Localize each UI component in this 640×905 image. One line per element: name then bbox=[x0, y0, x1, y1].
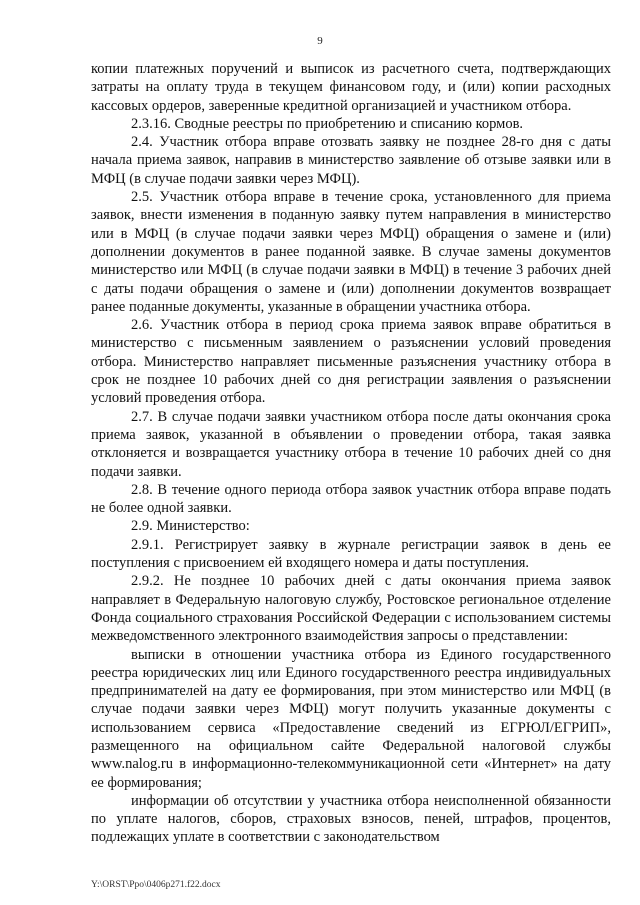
paragraph-2-7: 2.7. В случае подачи заявки участником отбора после даты окончания срока приема заявок, указанной в объявлении о проведении отбора, такая заявка отклоняется и возвращается участнику отбора в течение 10 рабочих дней со дня подачи заявки. bbox=[91, 408, 611, 480]
paragraph-egrul-extract: выписки в отношении участника отбора из Единого государственного реестра юридических лиц или Единого государственного реестра индивидуальных предпринимателей на дату ее формирования, при этом министерство или МФЦ (в случае подачи заявки через МФЦ) могут получить указанные документы с использованием сервиса «Предоставление сведений из ЕГРЮЛ/ЕГРИП», размещенного на официальном сайте Федеральной налоговой службы www.nalog.ru в информационно-телекоммуникационной сети «Интернет» на дату ее формирования; bbox=[91, 646, 611, 791]
paragraph-2-3-16: 2.3.16. Сводные реестры по приобретению и списанию кормов. bbox=[131, 115, 524, 132]
paragraph-2-6: 2.6. Участник отбора в период срока приема заявок вправе обратиться в министерство с письменным заявлением о разъяснении условий проведения отбора. Министерство направляет письменные разъяснения участнику отбора в срок не позднее 10 рабочих дней со дня регистрации заявления о разъяснении условий проведения отбора. bbox=[91, 317, 611, 407]
page-number: 9 bbox=[317, 35, 323, 47]
paragraph-2-9-1: 2.9.1. Регистрирует заявку в журнале регистрации заявок в день ее поступления с присвоением ей входящего номера и даты поступления. bbox=[91, 536, 611, 572]
paragraph-2-4: 2.4. Участник отбора вправе отозвать заявку не позднее 28-го дня с даты начала приема заявок, направив в министерство заявление об отзыве заявки или в МФЦ (в случае подачи заявки через МФЦ). bbox=[91, 134, 611, 187]
paragraph-2-5: 2.5. Участник отбора вправе в течение срока, установленного для приема заявок, внести изменения в поданную заявку путем направления в министерство или в МФЦ (в случае подачи заявки через МФЦ) обращения о замене и (или) дополнении документов в ранее поданной заявке. В случае замены документов министерство или МФЦ (в случае подачи заявки в МФЦ) в течение 3 рабочих дней с даты подачи обращения о замене и (или) дополнении документов возвращает ранее поданные документы, указанные в обращении участника отбора. bbox=[91, 189, 611, 315]
footer-file-path: Y:\ORST\Ppo\0406p271.f22.docx bbox=[91, 880, 221, 890]
paragraph-2-8: 2.8. В течение одного периода отбора заявок участник отбора вправе подать не более одной заявки. bbox=[91, 481, 611, 517]
paragraph-2-9: 2.9. Министерство: bbox=[131, 518, 250, 535]
document-body bbox=[91, 60, 611, 847]
paragraph-2-9-2: 2.9.2. Не позднее 10 рабочих дней с даты окончания приема заявок направляет в Федеральную налоговую службу, Ростовское региональное отделение Фонда социального страхования Российской Федерации с использованием системы межведомственного электронного взаимодействия запросы о представлении: bbox=[91, 573, 611, 645]
paragraph-continuation: копии платежных поручений и выписок из расчетного счета, подтверждающих затраты на оплату труда в текущем финансовом году, и (или) копии расходных кассовых ордеров, заверенные кредитной организацией и участником отбора. bbox=[91, 61, 611, 114]
paragraph-tax-debt-info: информации об отсутствии у участника отбора неисполненной обязанности по уплате налогов, сборов, страховых взносов, пеней, штрафов, процентов, подлежащих уплате в соответствии с законодательством bbox=[91, 792, 611, 846]
